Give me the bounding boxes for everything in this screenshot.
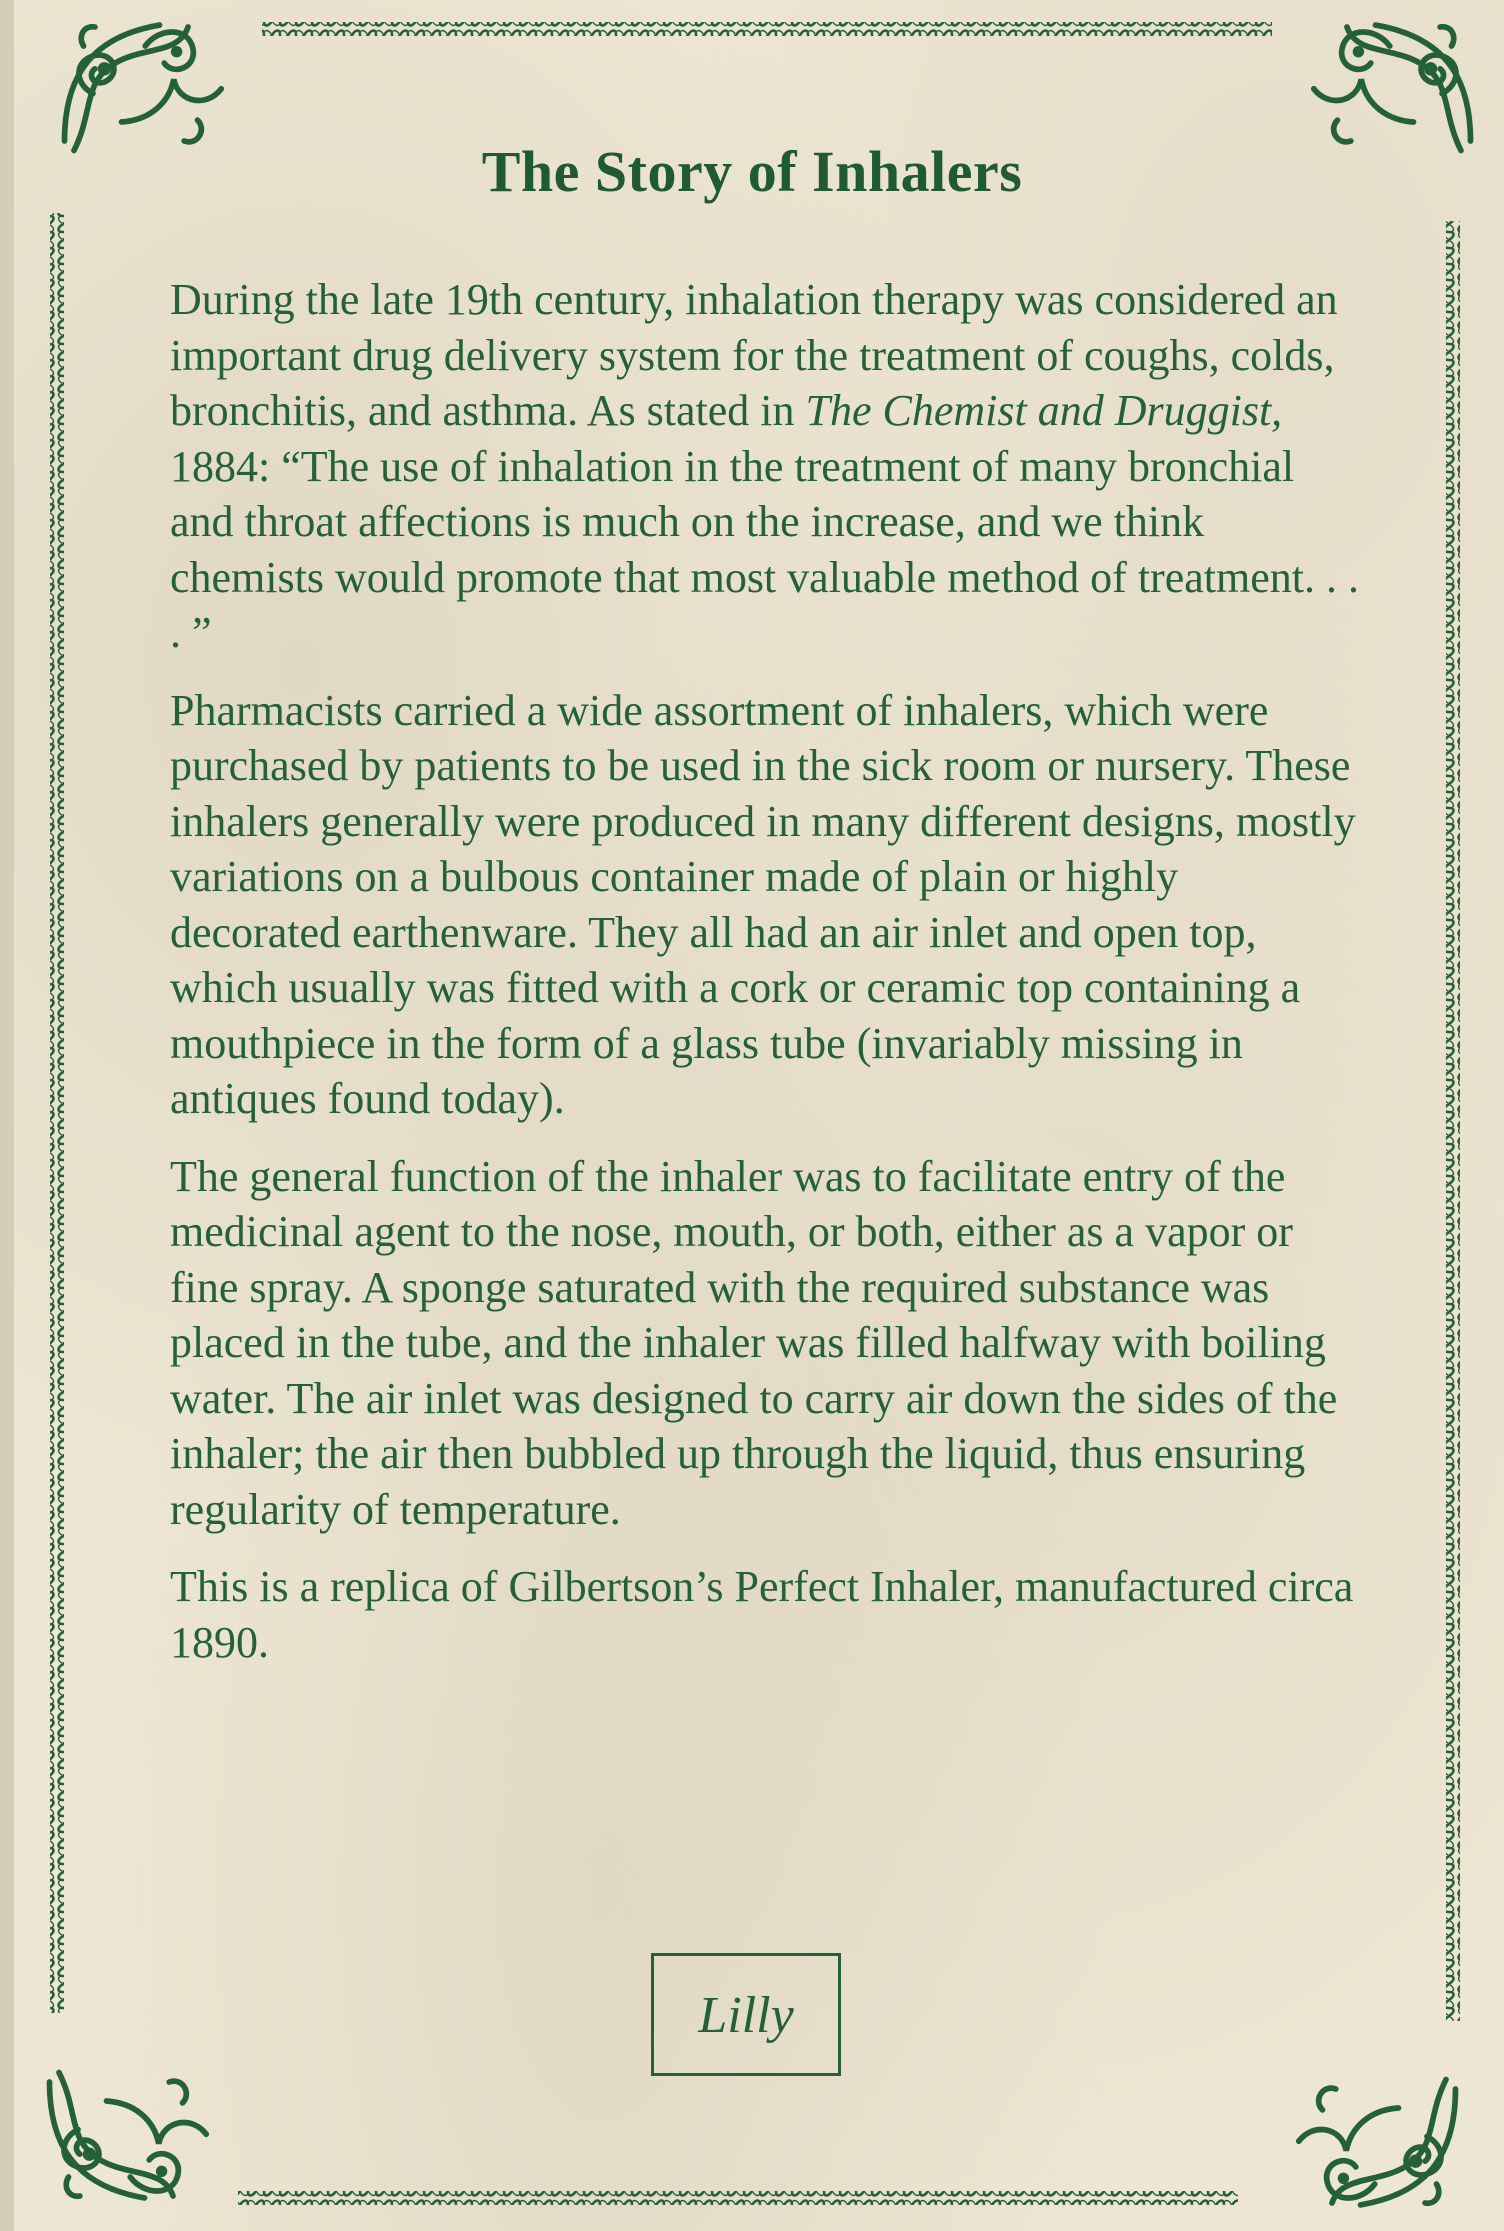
lilly-logo [651, 1953, 841, 2076]
lilly-logo-text: Lilly [698, 1986, 794, 2044]
body-text [170, 272, 1360, 1692]
paragraph-1-part-a: During the late 19th century, inhalation therapy was considered an important drug delivery system for the treatment of coughs, colds, bronchitis, and asthma. As stated in [170, 275, 1338, 435]
corner-ornament-top-right [1314, 25, 1471, 150]
paragraph-3: The general function of the inhaler was to facilitate entry of the medicinal agent to the nose, mouth, or both, either as a vapor or fine spray. A sponge saturated with the required substance was placed in the tube, and the inhaler was filled halfway with boiling water. The air inlet was designed to carry air down the sides of the inhaler; the air then bubbled up through the liquid, thus ensuring regularity of temperature. [170, 1151, 1338, 1534]
paragraph-1-part-b: 1884: “The use of inhalation in the treatment of many bronchial and throat affections is much on the increase, and we think chemists would promote that most valuable method of treatment. . . . ” [170, 441, 1359, 657]
corner-ornament-bottom-right [1299, 2080, 1456, 2205]
publication-title: The Chemist and Druggist, [805, 386, 1283, 435]
corner-ornament-bottom-left [50, 2073, 207, 2198]
page-title: The Story of Inhalers [481, 139, 1023, 204]
lilly-logo-script [671, 1970, 821, 2060]
paragraph-4: This is a replica of Gilbertson’s Perfect Inhaler, manufactured circa 1890. [170, 1562, 1354, 1667]
paragraph-1 [170, 272, 1360, 661]
corner-ornament-top-left [65, 25, 222, 150]
paragraph-2: Pharmacists carried a wide assortment of inhalers, which were purchased by patients to be used in the sick room or nursery. These inhalers generally were produced in many different designs, mostly variations on a bulbous container made of plain or highly decorated earthenware. They all had an air inlet and open top, which usually was fitted with a cork or ceramic top containing a mouthpiece in the form of a glass tube (invariably missing in antiques found today). [170, 685, 1356, 1123]
